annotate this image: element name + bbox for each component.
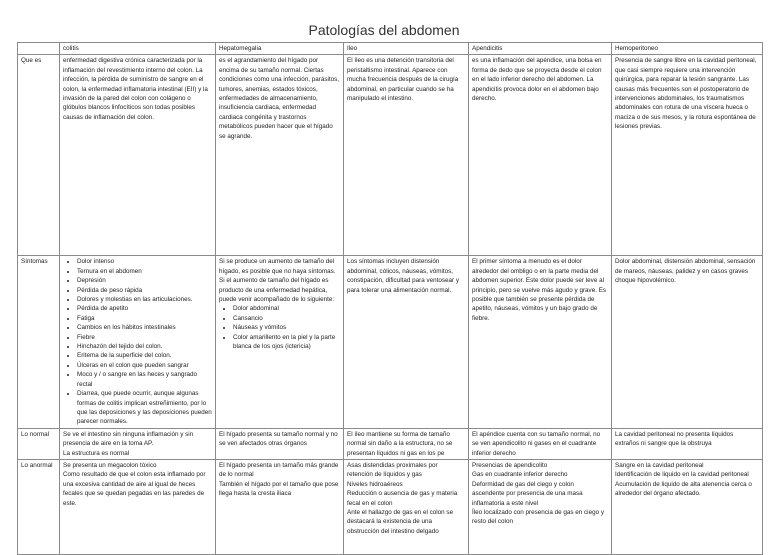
table-header-row	[18, 43, 763, 55]
header-cell: Hepatomegalia	[216, 43, 344, 55]
list-item: • Ternura en el abdomen	[77, 267, 212, 276]
table-cell: Presencias de apendicolito Gas en cuadrante inferior derecho Deformidad de gas del ciego y colon ascendente por presencia de una masa inflamatoria a este nivel Íleo localizado con presencia de gas en ciego y resto del colon	[469, 459, 612, 554]
list-item: • Cambios en los hábitos intestinales	[77, 323, 212, 332]
list-item: • Fiebre	[77, 333, 212, 342]
header-cell: Hemoperitoneo	[612, 43, 763, 55]
list-item: • Eritema de la superficie del colon.	[77, 351, 212, 360]
table-cell: enfermedad digestiva crónica caracterizada por la inflamación del revestimiento interno del colon. La infección, la pérdida de suministro de sangre en el colon, la enfermedad inflamatoria intestinal (EII) y la invasión de la pared del colon con colágeno o glóbulos blancos linfocíticos son todas posibles causas de inflamación del colon.	[60, 55, 216, 256]
table-cell: Dolor abdominal, distensión abdominal, sensación de mareos, náuseas, palidez y en casos graves choque hipovolémico.	[612, 256, 763, 428]
cell-paragraph: Si se produce un aumento de tamaño del hígado, es posible que no haya síntomas. Si el aumento de tamaño del hígado es producto de una enfermedad hepática, puede venir acompañado de lo siguiente:	[219, 258, 336, 304]
table-cell: Asas distendidas proximales por retención de líquidos y gas Niveles hidroaéreos Reducción o ausencia de gas y materia fecal en el colon Ante el hallazgo de gas en el colon se destacará la existencia de una obstrucción del intestino delgado	[344, 459, 469, 554]
list-item: • Pérdida de apetito	[77, 304, 212, 313]
list-item: • Color amarillento en la piel y la parte blanca de los ojos (ictericia)	[233, 333, 340, 352]
table-row	[18, 55, 763, 256]
list-item: • Dolores y molestias en las articulaciones.	[77, 295, 212, 304]
table-cell: Se presenta un megacolon tóxico Como resultado de que el colon esta inflamado por una excesiva cantidad de aire al igual de heces fecales que se quedan pegadas en las paredes de este.	[60, 459, 216, 554]
table-cell: Se ve el intestino sin ninguna inflamación y sin presencia de aire en la toma AP. La estructura es normal	[60, 428, 216, 459]
row-label: Síntomas	[18, 256, 60, 428]
table-cell: Los síntomas incluyen distensión abdominal, cólicos, náuseas, vómitos, constipación, dificultad para ventosear y para tolerar una alimentación normal.	[344, 256, 469, 428]
symptom-list	[63, 257, 212, 426]
list-item: • Pérdida de peso rápida	[77, 286, 212, 295]
row-label: Lo anormal	[18, 459, 60, 554]
list-item: • Moco y / o sangre en las heces y sangrado rectal	[77, 370, 212, 389]
table-cell: El apéndice cuenta con su tamaño normal, no se ven apendicolito ni gases en el cuadrante inferior derecho	[469, 428, 612, 459]
list-item: • Fatiga	[77, 314, 212, 323]
table-cell: es el agrandamiento del hígado por encima de su tamaño normal. Ciertas condiciones como una infección, parásitos, tumores, anemias, estados tóxicos, enfermedades de almacenamiento, insuficiencia cardiaca, enfermedad cardiaca congénita y trastornos metabólicos pueden hacer que el hígado se agrande.	[216, 55, 344, 256]
table-cell: El íleo mantiene su forma de tamaño normal sin daño a la estructura, no se presentan líquidos ni gas en los pe	[344, 428, 469, 459]
table-cell: El íleo es una detención transitoria del peristaltismo intestinal. Aparece con mucha frecuencia después de la cirugía abdominal, en particular cuando se ha manipulado el intestino.	[344, 55, 469, 256]
list-item: • Diarrea, que puede ocurrir, aunque algunas formas de colitis implican estreñimiento, por lo que las deposiciones y las deposiciones pueden parecer normales.	[77, 389, 212, 427]
pathology-table	[17, 42, 763, 555]
table-cell: Presencia de sangre libre en la cavidad peritoneal, que casi siempre requiere una intervención quirúrgica, para reparar la lesión sangrante. Las causas más frecuentes son el postoperatorio de intervenciones abdominales, los traumatismos abdominales con rotura de una víscera hueca o maciza o de sus mesos, y la rotura espontánea de lesiones previas.	[612, 55, 763, 256]
list-item: • Dolor intenso	[77, 257, 212, 266]
table-cell: Sangre en la cavidad peritoneal Identificación de liquido en la cavidad peritoneal Acumulación de liquido de alta atenencia cerca o alrededor del órgano afectado.	[612, 459, 763, 554]
header-cell: colitis	[60, 43, 216, 55]
list-item: • Depresión	[77, 276, 212, 285]
table-cell: es una inflamación del apéndice, una bolsa en forma de dedo que se proyecta desde el colon en el lado inferior derecho del abdomen. La apendicitis provoca dolor en el abdomen bajo derecho.	[469, 55, 612, 256]
page-title: Patologías del abdomen	[308, 22, 460, 38]
header-cell: Apendicitis	[469, 43, 612, 55]
table-cell	[60, 256, 216, 428]
list-item: • Hinchazón del tejido del colon.	[77, 342, 212, 351]
header-cell: Ileo	[344, 43, 469, 55]
table-cell: El hígado presenta su tamaño normal y no se ven afectados otras órganos	[216, 428, 344, 459]
list-item: • Úlceras en el colon que pueden sangrar	[77, 361, 212, 370]
row-label: Que es	[18, 55, 60, 256]
table-row	[18, 428, 763, 459]
table-cell: El hígado presenta un tamaño más grande de lo normal También el hígado por el tamaño que pose llega hasta la cresta iliaca	[216, 459, 344, 554]
table-cell: El primer síntoma a menudo es el dolor alrededor del ombligo o en la parte media del abdomen superior. Este dolor puede ser leve al principio, pero se vuelve más agudo y grave. Es posible que también se presente pérdida de apetito, náuseas, vómitos y un bajo grado de fiebre.	[469, 256, 612, 428]
symptom-list	[219, 304, 340, 351]
list-item: • Náuseas y vómitos	[233, 323, 340, 332]
table-row	[18, 459, 763, 554]
table-cell: La cavidad peritoneal no presenta líquidos extraños ni sangre que la obstruya	[612, 428, 763, 459]
list-item: • Cansancio	[233, 314, 340, 323]
list-item: • Dolor abdominal	[233, 304, 340, 313]
row-label: Lo normal	[18, 428, 60, 459]
table-row	[18, 256, 763, 428]
header-corner	[18, 43, 60, 55]
table-cell	[216, 256, 344, 428]
